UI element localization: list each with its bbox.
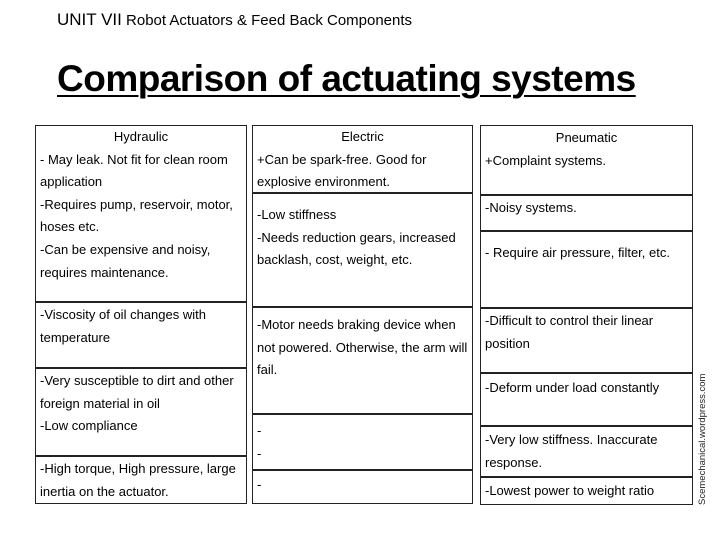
hydraulic-text: -Viscosity of oil changes with temperature <box>40 307 206 345</box>
pneumatic-cell-1 <box>480 125 693 195</box>
electric-text: -Low stiffness <box>257 207 337 222</box>
pneumatic-cell-7 <box>480 477 693 505</box>
pneumatic-text: - Require air pressure, filter, etc. <box>485 245 670 260</box>
pneumatic-text: -Difficult to control their linear position <box>485 313 654 351</box>
electric-cell-3 <box>252 307 473 414</box>
electric-text: - <box>257 423 262 438</box>
electric-text: - <box>257 477 262 492</box>
pneumatic-cell-2 <box>480 195 693 231</box>
hydraulic-text: - May leak. Not fit for clean room application <box>40 151 228 190</box>
pneumatic-cell-5 <box>480 373 693 426</box>
electric-cell-5 <box>252 470 473 504</box>
electric-text: - <box>257 445 262 461</box>
pneumatic-text: -Very low stiffness. Inaccurate response. <box>485 432 658 470</box>
electric-cell-1 <box>252 125 473 193</box>
electric-text: +Can be spark-free. Good for explosive environment. <box>257 151 427 190</box>
pneumatic-cell-6 <box>480 426 693 477</box>
electric-text: -Motor needs braking device when not powered. Otherwise, the arm will fail. <box>257 317 468 378</box>
pneumatic-header: Pneumatic <box>555 130 618 145</box>
hydraulic-header: Hydraulic <box>113 129 169 144</box>
unit-number: UNIT VII <box>57 10 122 29</box>
hydraulic-cell-1 <box>35 125 247 302</box>
pneumatic-text: -Lowest power to weight ratio <box>485 483 655 498</box>
hydraulic-text: -Very susceptible to dirt and other foreign material in oil <box>40 373 234 411</box>
pneumatic-text: -Deform under load constantly <box>485 380 660 395</box>
hydraulic-text: -High torque, High pressure, large inertia on the actuator. <box>40 461 236 499</box>
electric-text: -Needs reduction gears, increased backlash, cost, weight, etc. <box>257 229 456 268</box>
pneumatic-cell-4 <box>480 308 693 373</box>
electric-cell-4 <box>252 414 473 470</box>
hydraulic-cell-4 <box>35 456 247 504</box>
page-title: Comparison of actuating systems <box>57 58 636 99</box>
unit-title <box>57 10 412 30</box>
hydraulic-cell-2 <box>35 302 247 368</box>
hydraulic-cell-3 <box>35 368 247 456</box>
pneumatic-text: -Noisy systems. <box>485 200 577 215</box>
electric-cell-2 <box>252 193 473 307</box>
hydraulic-text: -Requires pump, reservoir, motor, hoses etc. <box>40 196 233 235</box>
pneumatic-cell-3 <box>480 231 693 308</box>
hydraulic-text: -Can be expensive and noisy, requires maintenance. <box>40 241 211 280</box>
hydraulic-text: -Low compliance <box>40 418 138 434</box>
electric-header: Electric <box>341 129 384 144</box>
pneumatic-text: +Complaint systems. <box>485 152 607 168</box>
unit-subject: Robot Actuators & Feed Back Components <box>121 12 413 29</box>
watermark: Scemechanical.wordpress.com <box>697 373 708 505</box>
